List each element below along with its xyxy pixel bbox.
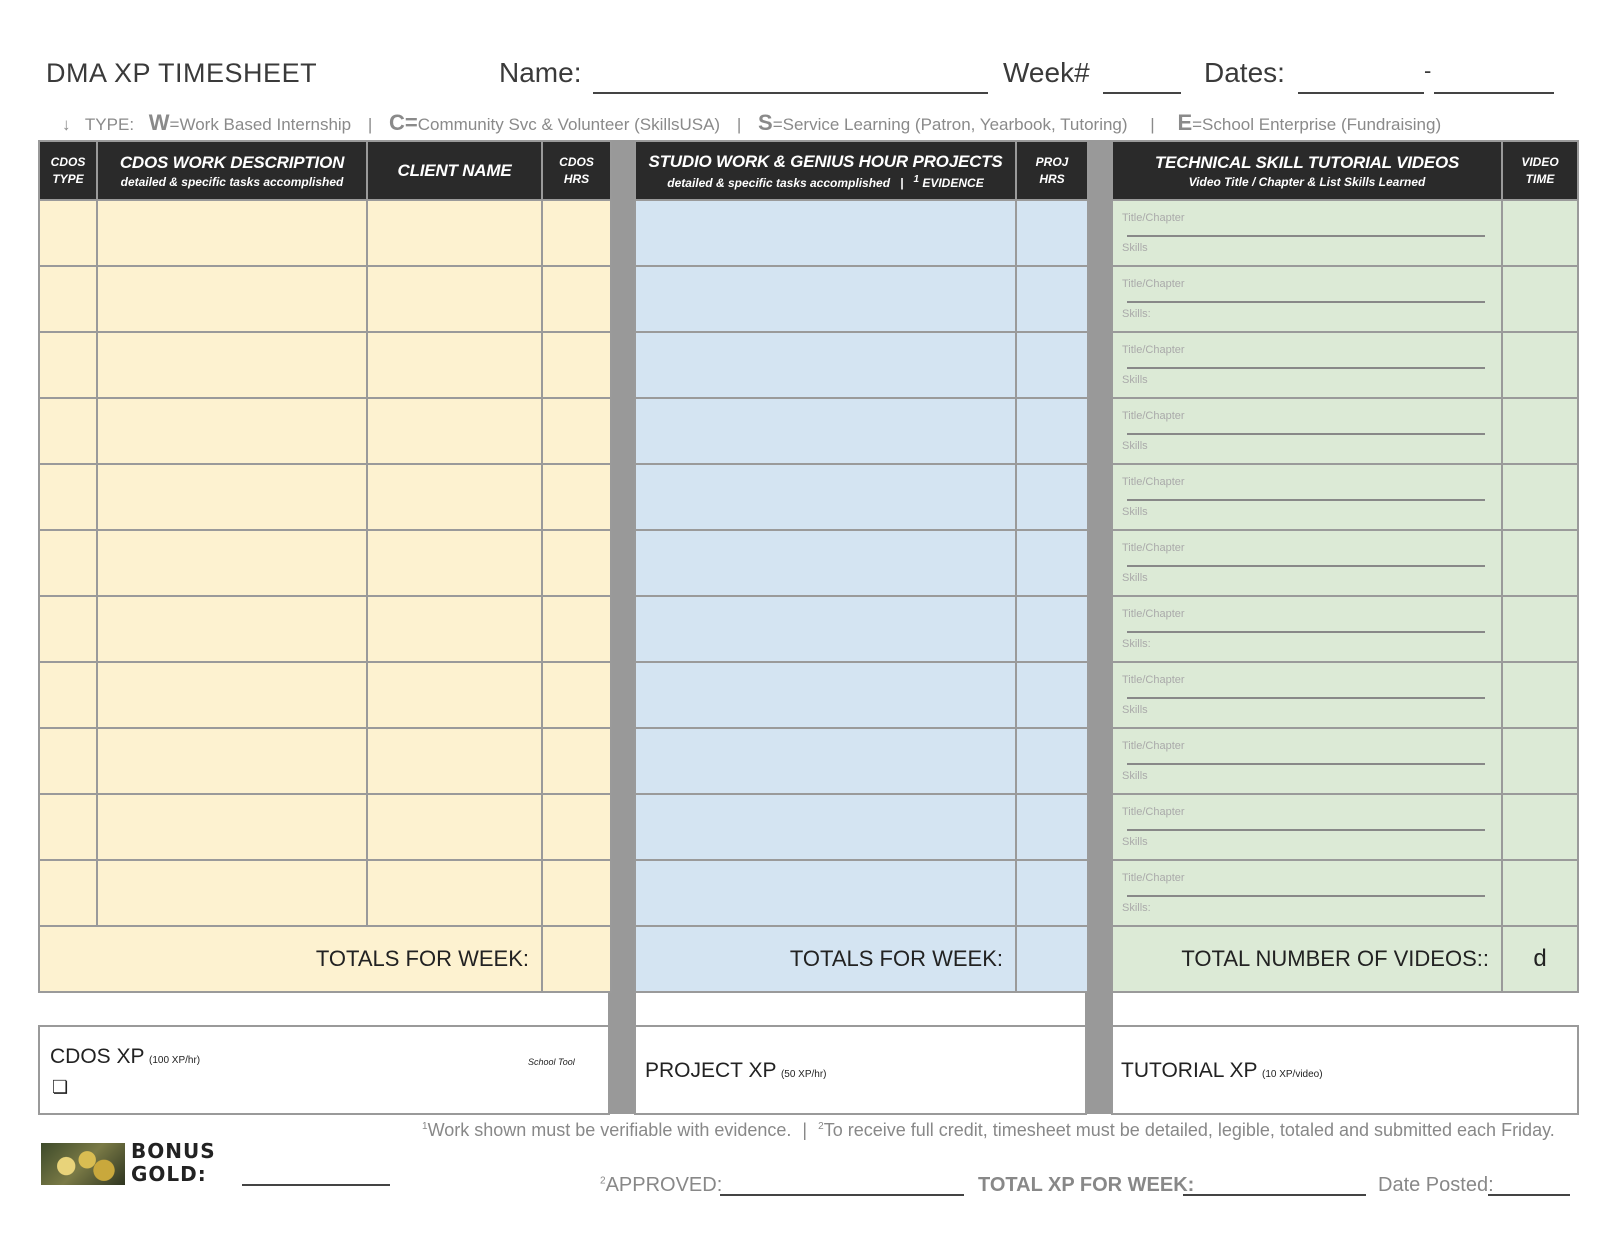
table-row — [39, 464, 611, 530]
video-time-cell[interactable] — [1502, 596, 1578, 662]
video-time-cell[interactable] — [1502, 728, 1578, 794]
cdos-hrs-cell[interactable] — [542, 794, 611, 860]
cdos-hrs-cell[interactable] — [542, 266, 611, 332]
cdos-type-header: CDOS TYPE — [39, 141, 97, 200]
tutorial-xp-rate: (10 XP/video) — [1261, 1069, 1323, 1080]
dates-label: Dates: — [1204, 57, 1285, 88]
cdos-hrs-cell[interactable] — [542, 332, 611, 398]
tutorial-totals-label: TOTAL NUMBER OF VIDEOS:: — [1112, 926, 1502, 992]
tutorial-title-line — [1127, 697, 1485, 699]
tutorial-title-line — [1127, 763, 1485, 765]
table-row — [39, 794, 611, 860]
proj-hrs-cell[interactable] — [1016, 200, 1088, 266]
tutorial-title-line — [1127, 829, 1485, 831]
week-field[interactable] — [1103, 64, 1181, 94]
table-row — [39, 662, 611, 728]
table-row — [635, 200, 1088, 266]
studio-totals-field[interactable] — [1016, 926, 1088, 992]
proj-hrs-cell[interactable] — [1016, 794, 1088, 860]
cdos-desc-cell[interactable] — [97, 398, 367, 464]
cdos-desc-cell[interactable] — [97, 530, 367, 596]
cdos-type-cell[interactable] — [39, 464, 97, 530]
table-row — [1112, 200, 1578, 266]
table-row — [635, 860, 1088, 926]
video-time-cell[interactable] — [1502, 200, 1578, 266]
video-time-cell[interactable] — [1502, 662, 1578, 728]
tutorial-desc-cell[interactable] — [1112, 200, 1502, 266]
proj-hrs-cell[interactable] — [1016, 728, 1088, 794]
type-text-s: =Service Learning (Patron, Yearbook, Tutoring) — [772, 115, 1128, 134]
proj-hrs-cell[interactable] — [1016, 596, 1088, 662]
tutorial-title-label: Title/Chapter — [1122, 410, 1185, 422]
table-row — [39, 596, 611, 662]
studio-desc-cell[interactable] — [635, 662, 1016, 728]
table-row — [39, 266, 611, 332]
cdos-hrs-cell[interactable] — [542, 662, 611, 728]
cdos-hrs-cell[interactable] — [542, 596, 611, 662]
tutorial-title-line — [1127, 499, 1485, 501]
video-time-cell[interactable] — [1502, 860, 1578, 926]
tutorial-title-line — [1127, 301, 1485, 303]
table-row — [1112, 596, 1578, 662]
tutorial-desc-cell[interactable] — [1112, 464, 1502, 530]
table-row — [635, 332, 1088, 398]
cdos-hrs-cell[interactable] — [542, 530, 611, 596]
studio-desc-header: STUDIO WORK & GENIUS HOUR PROJECTS detailed & specific tasks accomplished | $^1$ EVIDENCE — [635, 141, 1016, 200]
video-time-cell[interactable] — [1502, 398, 1578, 464]
section-divider — [608, 140, 636, 1114]
footnote: $^1$Work shown must be verifiable with evidence. | $^2$To receive full credit, timesheet must be detailed, legible, totaled and submitted each Friday. — [422, 1120, 1555, 1140]
cdos-desc-cell[interactable] — [97, 464, 367, 530]
table-row — [39, 530, 611, 596]
project-xp-label: PROJECT XP — [645, 1059, 777, 1082]
studio-desc-cell[interactable] — [635, 266, 1016, 332]
cdos-hrs-cell[interactable] — [542, 200, 611, 266]
client-name-cell[interactable] — [367, 464, 542, 530]
cdos-hrs-cell[interactable] — [542, 398, 611, 464]
cdos-type-cell[interactable] — [39, 860, 97, 926]
total-xp-label: TOTAL XP FOR WEEK: — [978, 1174, 1195, 1196]
table-row — [635, 728, 1088, 794]
school-tool-checkbox[interactable]: ❏ — [52, 1077, 69, 1097]
client-name-cell[interactable] — [367, 794, 542, 860]
tutorial-title-label: Title/Chapter — [1122, 476, 1185, 488]
video-time-header: VIDEO TIME — [1502, 141, 1578, 200]
section-divider — [1085, 140, 1113, 1114]
tutorial-title-label: Title/Chapter — [1122, 278, 1185, 290]
tutorial-skills-label: Skills — [1122, 704, 1148, 716]
table-row — [635, 794, 1088, 860]
tutorial-title-line — [1127, 235, 1485, 237]
proj-hrs-cell[interactable] — [1016, 266, 1088, 332]
bonus-gold-label: BONUS GOLD: — [131, 1139, 216, 1186]
name-field[interactable] — [593, 64, 988, 94]
tutorial-skills-label: Skills — [1122, 506, 1148, 518]
table-row — [635, 662, 1088, 728]
studio-desc-cell[interactable] — [635, 464, 1016, 530]
cdos-desc-cell[interactable] — [97, 662, 367, 728]
type-code-e: E — [1177, 110, 1193, 135]
studio-table — [634, 140, 1089, 993]
cdos-type-cell[interactable] — [39, 794, 97, 860]
type-separator: | — [367, 115, 373, 134]
type-text-e: =School Enterprise (Fundraising) — [1192, 115, 1442, 134]
table-row — [1112, 398, 1578, 464]
proj-hrs-header: PROJ HRS — [1016, 141, 1088, 200]
client-name-cell[interactable] — [367, 728, 542, 794]
name-label: Name: — [499, 57, 582, 88]
cdos-type-cell[interactable] — [39, 662, 97, 728]
proj-hrs-cell[interactable] — [1016, 398, 1088, 464]
table-row — [1112, 662, 1578, 728]
cdos-hrs-cell[interactable] — [542, 860, 611, 926]
tutorial-skills-label: Skills — [1122, 836, 1148, 848]
tutorial-title-label: Title/Chapter — [1122, 212, 1185, 224]
cdos-type-cell[interactable] — [39, 398, 97, 464]
type-separator: | — [736, 115, 742, 134]
cdos-desc-header: CDOS WORK DESCRIPTION detailed & specific tasks accomplished — [97, 141, 367, 200]
total-xp-field[interactable] — [1183, 1172, 1366, 1196]
table-row — [39, 398, 611, 464]
cdos-xp-rate: (100 XP/hr) — [148, 1055, 201, 1066]
tutorial-desc-cell[interactable] — [1112, 266, 1502, 332]
cdos-type-cell[interactable] — [39, 332, 97, 398]
tutorial-skills-label: Skills — [1122, 770, 1148, 782]
cdos-type-cell[interactable] — [39, 200, 97, 266]
cdos-desc-cell[interactable] — [97, 596, 367, 662]
table-row — [1112, 266, 1578, 332]
date-posted-label: Date Posted: — [1378, 1174, 1494, 1196]
tutorial-skills-label: Skills — [1122, 572, 1148, 584]
gold-coins-image — [41, 1143, 125, 1185]
type-legend — [62, 110, 1441, 136]
tutorial-title-label: Title/Chapter — [1122, 806, 1185, 818]
approved-field[interactable] — [720, 1172, 964, 1196]
video-time-cell[interactable] — [1502, 266, 1578, 332]
proj-hrs-cell[interactable] — [1016, 530, 1088, 596]
proj-hrs-cell[interactable] — [1016, 662, 1088, 728]
type-label: TYPE: — [84, 115, 135, 134]
type-code-c: C= — [389, 110, 418, 135]
table-row — [1112, 860, 1578, 926]
table-row — [635, 464, 1088, 530]
tutorial-desc-cell[interactable] — [1112, 860, 1502, 926]
cdos-desc-cell[interactable] — [97, 860, 367, 926]
tutorial-skills-label: Skills — [1122, 440, 1148, 452]
studio-desc-cell[interactable] — [635, 728, 1016, 794]
cdos-xp-label: CDOS XP — [50, 1045, 145, 1068]
cdos-desc-cell[interactable] — [97, 266, 367, 332]
client-name-cell[interactable] — [367, 398, 542, 464]
table-row — [1112, 464, 1578, 530]
project-xp-box — [634, 1025, 1087, 1115]
table-row — [635, 596, 1088, 662]
tutorial-title-label: Title/Chapter — [1122, 344, 1185, 356]
bonus-gold-field[interactable] — [242, 1160, 390, 1186]
tutorial-desc-cell[interactable] — [1112, 728, 1502, 794]
tutorial-skills-label: Skills: — [1122, 638, 1151, 650]
cdos-totals-field[interactable] — [542, 926, 611, 992]
video-time-cell[interactable] — [1502, 332, 1578, 398]
tutorial-title-label: Title/Chapter — [1122, 542, 1185, 554]
cdos-hrs-cell[interactable] — [542, 728, 611, 794]
tutorial-title-line — [1127, 433, 1485, 435]
tutorial-title-label: Title/Chapter — [1122, 872, 1185, 884]
table-row — [39, 332, 611, 398]
table-row — [1112, 794, 1578, 860]
table-row — [635, 398, 1088, 464]
studio-desc-cell[interactable] — [635, 860, 1016, 926]
proj-hrs-cell[interactable] — [1016, 464, 1088, 530]
type-text-w: =Work Based Internship — [169, 115, 352, 134]
cdos-totals-label: TOTALS FOR WEEK: — [39, 926, 542, 992]
client-name-cell[interactable] — [367, 860, 542, 926]
tutorial-table — [1111, 140, 1579, 993]
client-name-cell[interactable] — [367, 200, 542, 266]
table-row — [39, 200, 611, 266]
client-name-cell[interactable] — [367, 332, 542, 398]
video-time-cell[interactable] — [1502, 530, 1578, 596]
studio-desc-cell[interactable] — [635, 596, 1016, 662]
studio-totals-label: TOTALS FOR WEEK: — [635, 926, 1016, 992]
page-title: DMA XP TIMESHEET — [46, 58, 318, 88]
studio-desc-cell[interactable] — [635, 794, 1016, 860]
cdos-xp-box — [38, 1025, 610, 1115]
type-separator: | — [1150, 115, 1155, 134]
cdos-type-cell[interactable] — [39, 596, 97, 662]
tutorial-title-line — [1127, 895, 1485, 897]
studio-desc-cell[interactable] — [635, 200, 1016, 266]
tutorial-title-line — [1127, 565, 1485, 567]
tutorial-title-label: Title/Chapter — [1122, 740, 1185, 752]
project-xp-rate: (50 XP/hr) — [780, 1069, 827, 1080]
tutorial-xp-label: TUTORIAL XP — [1121, 1059, 1258, 1082]
tutorial-desc-cell[interactable] — [1112, 398, 1502, 464]
tutorial-title-label: Title/Chapter — [1122, 674, 1185, 686]
approved-label: $^2$APPROVED: — [600, 1174, 723, 1196]
date-posted-field[interactable] — [1488, 1172, 1570, 1196]
type-code-s: S — [758, 110, 773, 135]
tutorial-title-line — [1127, 367, 1485, 369]
studio-desc-cell[interactable] — [635, 332, 1016, 398]
proj-hrs-cell[interactable] — [1016, 332, 1088, 398]
studio-desc-cell[interactable] — [635, 530, 1016, 596]
table-row — [39, 860, 611, 926]
client-name-header: CLIENT NAME — [367, 141, 542, 200]
type-code-w: W — [148, 110, 170, 135]
tutorial-skills-label: Skills: — [1122, 902, 1151, 914]
table-row — [635, 266, 1088, 332]
week-label: Week# — [1003, 57, 1090, 88]
proj-hrs-cell[interactable] — [1016, 860, 1088, 926]
client-name-cell[interactable] — [367, 266, 542, 332]
video-time-cell[interactable] — [1502, 794, 1578, 860]
cdos-desc-cell[interactable] — [97, 332, 367, 398]
table-row — [1112, 530, 1578, 596]
client-name-cell[interactable] — [367, 596, 542, 662]
tutorial-desc-cell[interactable] — [1112, 332, 1502, 398]
cdos-desc-cell[interactable] — [97, 728, 367, 794]
tutorial-desc-header: TECHNICAL SKILL TUTORIAL VIDEOS Video Title / Chapter & List Skills Learned — [1112, 141, 1502, 200]
cdos-type-cell[interactable] — [39, 530, 97, 596]
tutorial-title-label: Title/Chapter — [1122, 608, 1185, 620]
down-arrow-icon: ↓ — [62, 115, 71, 134]
date-end-field[interactable] — [1434, 64, 1554, 94]
tutorial-title-line — [1127, 631, 1485, 633]
table-row — [1112, 728, 1578, 794]
date-start-field[interactable] — [1298, 64, 1424, 94]
cdos-type-cell[interactable] — [39, 266, 97, 332]
tutorial-totals-value[interactable]: d — [1502, 926, 1578, 992]
cdos-desc-cell[interactable] — [97, 794, 367, 860]
school-tool-label: School Tool — [528, 1057, 575, 1067]
cdos-hrs-cell[interactable] — [542, 464, 611, 530]
cdos-hrs-header: CDOS HRS — [542, 141, 611, 200]
table-row — [39, 728, 611, 794]
studio-desc-cell[interactable] — [635, 398, 1016, 464]
cdos-table — [38, 140, 612, 993]
type-text-c: Community Svc & Volunteer (SkillsUSA) — [417, 115, 721, 134]
tutorial-skills-label: Skills: — [1122, 308, 1151, 320]
tutorial-xp-box — [1111, 1025, 1579, 1115]
tutorial-desc-cell[interactable] — [1112, 662, 1502, 728]
tutorial-skills-label: Skills — [1122, 374, 1148, 386]
dates-separator: - — [1424, 58, 1432, 83]
client-name-cell[interactable] — [367, 662, 542, 728]
tutorial-desc-cell[interactable] — [1112, 596, 1502, 662]
table-row — [1112, 332, 1578, 398]
tutorial-desc-cell[interactable] — [1112, 530, 1502, 596]
video-time-cell[interactable] — [1502, 464, 1578, 530]
table-row — [635, 530, 1088, 596]
tutorial-desc-cell[interactable] — [1112, 794, 1502, 860]
cdos-desc-cell[interactable] — [97, 200, 367, 266]
tutorial-skills-label: Skills — [1122, 242, 1148, 254]
cdos-type-cell[interactable] — [39, 728, 97, 794]
client-name-cell[interactable] — [367, 530, 542, 596]
